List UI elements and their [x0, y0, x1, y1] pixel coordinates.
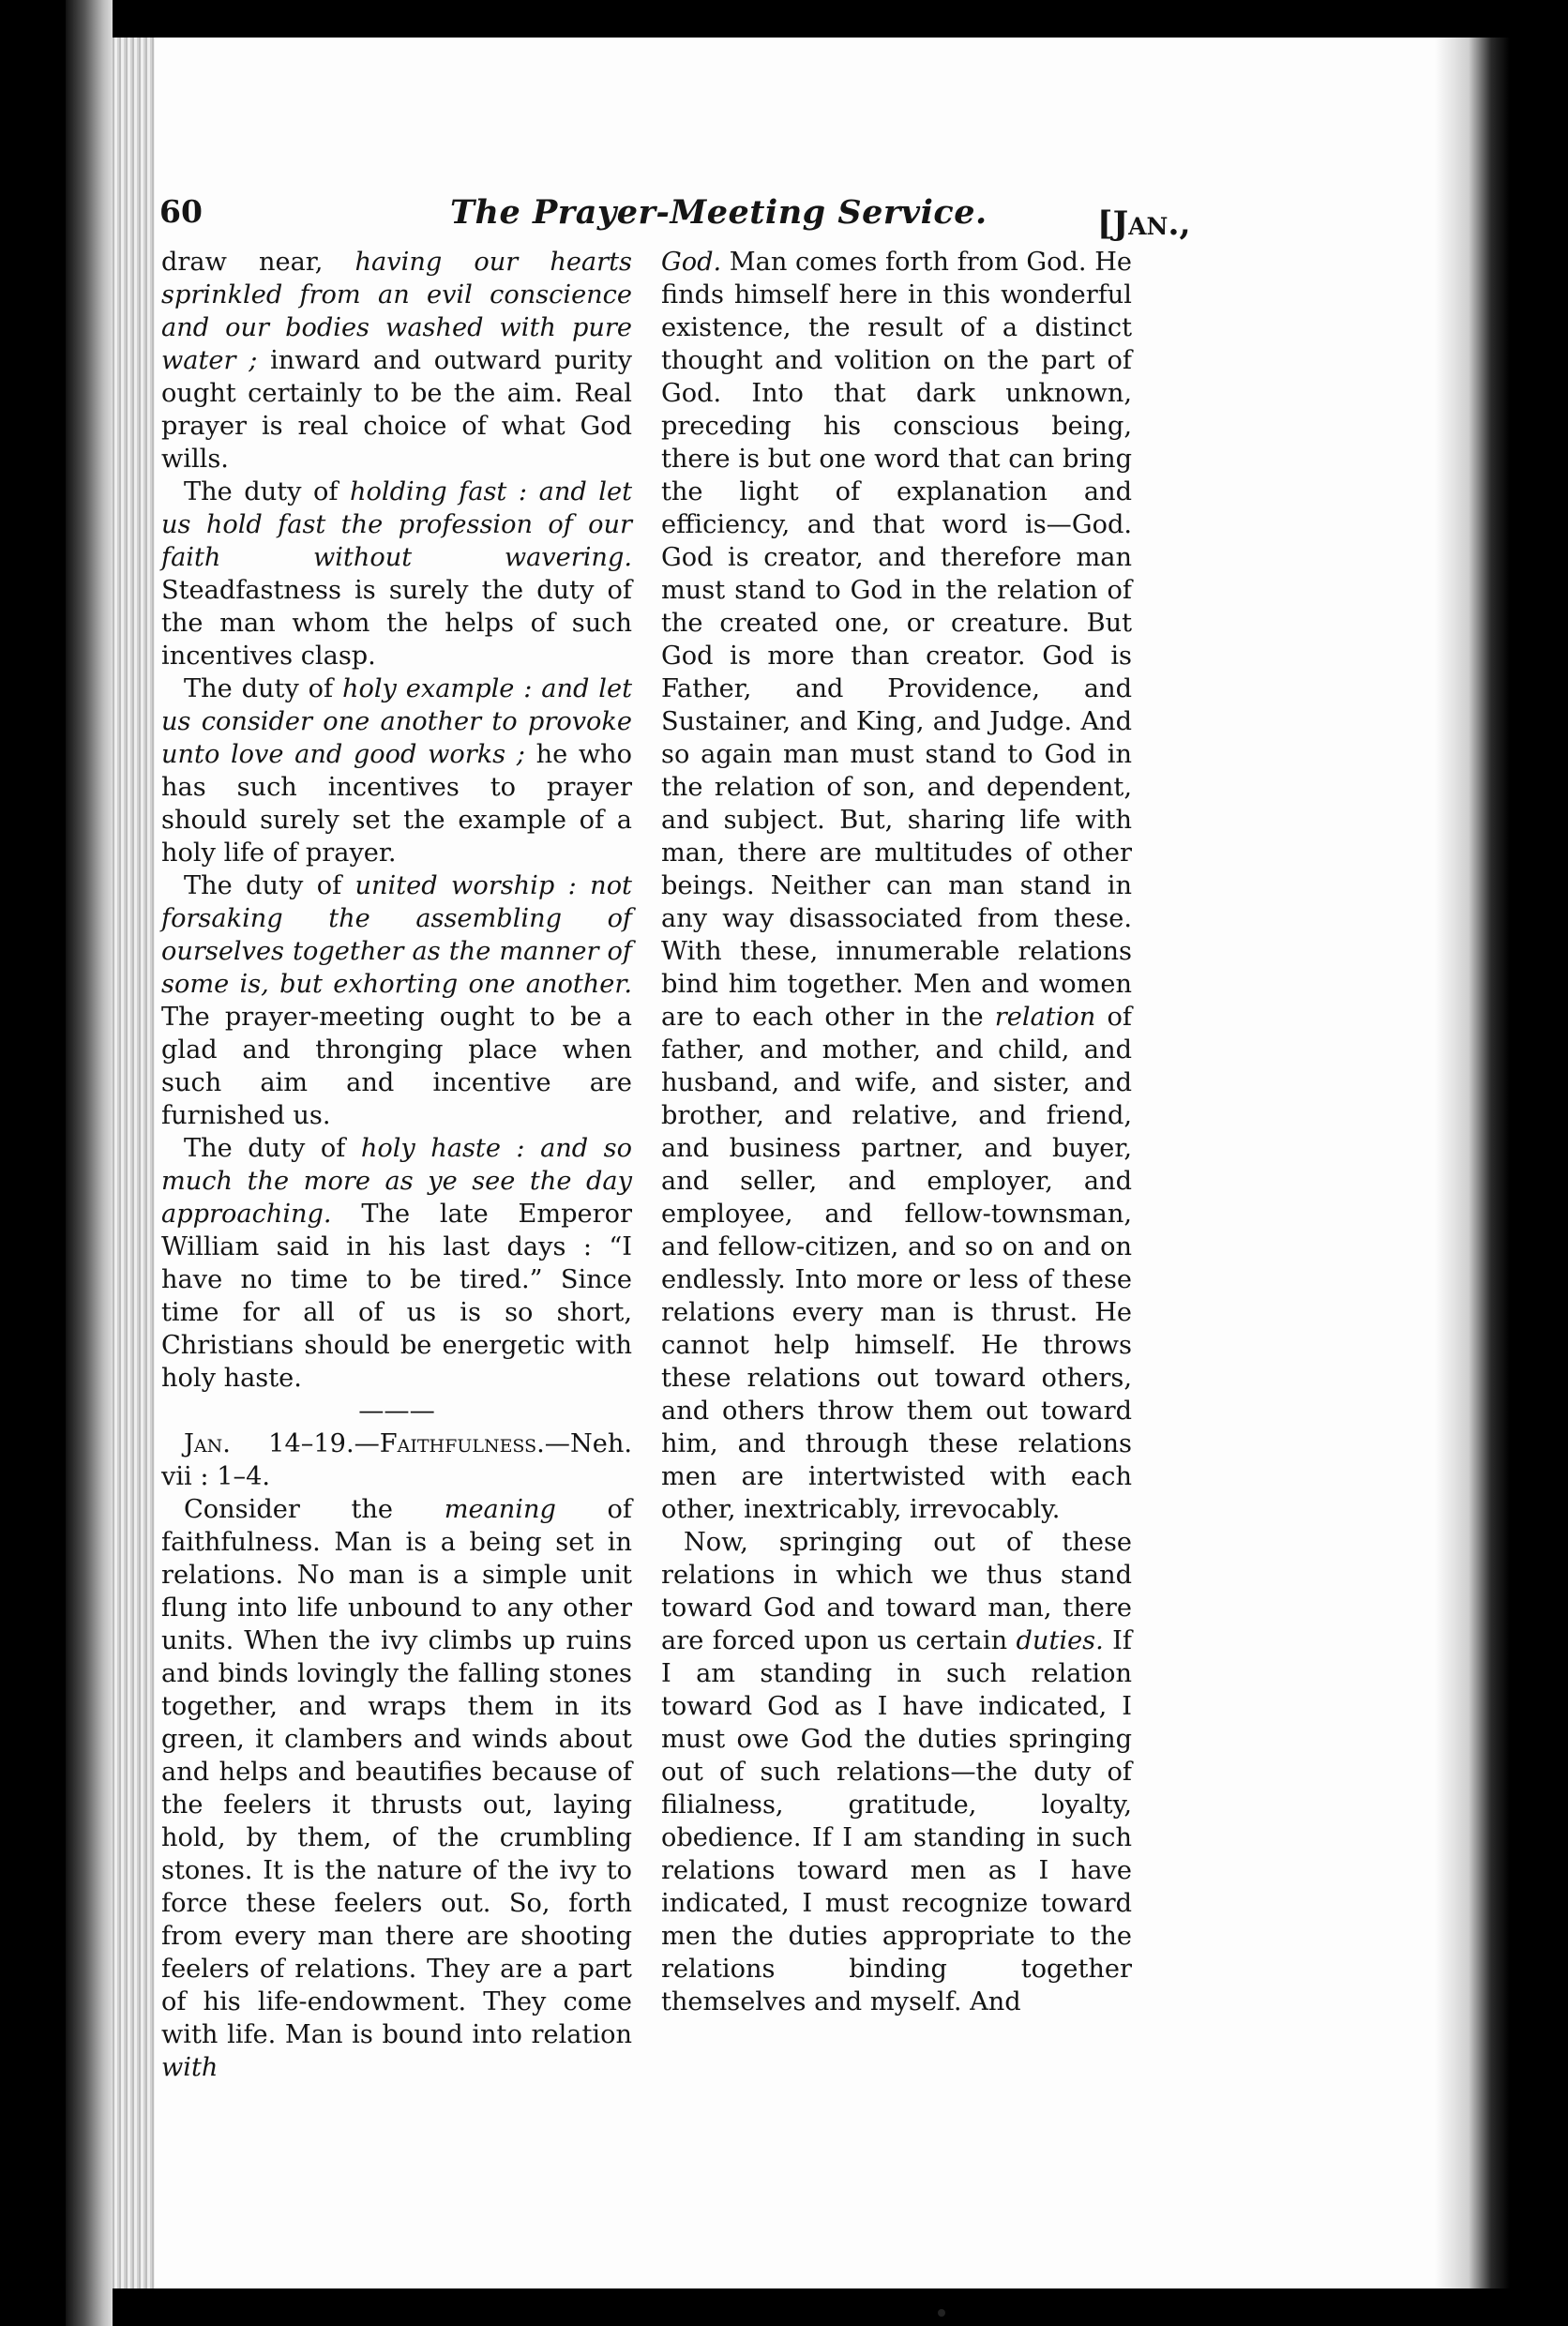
book-spine-shadow	[66, 0, 113, 2326]
section-heading	[161, 1427, 632, 1493]
paragraph-duties	[661, 1526, 1132, 2018]
page-gutter	[113, 38, 155, 2288]
text-run: The duty of	[184, 871, 355, 900]
scripture-quote: holding fast : and let us hold fast the profession of our faith without wavering.	[161, 477, 633, 572]
page-number: 60	[159, 193, 203, 230]
text-run: inward and outward purity ought certainly to be the aim. Real prayer is real choice of what God wills.	[161, 346, 633, 474]
section-dash: —	[354, 1429, 380, 1458]
running-header	[0, 193, 1568, 249]
emphasis: meaning	[444, 1495, 556, 1524]
emphasis: God.	[661, 248, 722, 277]
emphasis: relation	[994, 1003, 1096, 1032]
section-divider: ———	[358, 1397, 435, 1426]
paragraph-holding-fast	[161, 476, 632, 672]
running-title: The Prayer-Meeting Service.	[450, 193, 988, 232]
text-run: Steadfastness is surely the duty of the man whom the helps of such incentives clasp.	[161, 576, 632, 671]
paragraph-relations	[661, 246, 1132, 1526]
text-run: Man comes forth from God. He finds himself here in this wonderful existence, the result of a distinct thought and volition on the part of God. Into that dark unknown, preceding his conscious being, there is but one word that can bring the light of explanation and efficiency, and that word is—God. God is creator, and therefore man must stand to God in the relation of the created one, or creature. But God is more than creator. God is Father, and Providence, and Sustainer, and King, and Judge. And so again man must stand to God in the relation of son, and dependent, and subject. But, sharing life with man, there are multitudes of other beings. Neither can man stand in any way disassociated from these. With these, innumerable relations bind him together. Men and women are to each other in the	[661, 248, 1132, 1032]
paragraph-holy-example	[161, 672, 632, 869]
scripture-quote: having our hearts sprinkled from an evil conscience and our bodies washed with pure water ;	[161, 248, 632, 375]
text-run: of faithfulness. Man is a being set in relations. No man is a simple unit flung into life unbound to any other units. When the ivy climbs up ruins and binds lovingly the falling stones together, and wraps them in its green, it clambers and winds about and helps and beautifies because of the feelers it thrusts out, laying hold, by them, of the crumbling stones. It is the nature of the ivy to force these feelers out. So, forth from every man there are shooting feelers of relations. They are a part of his life-endowment. They come with life. Man is bound into relation	[161, 1495, 632, 2049]
text-run: Now, springing out of these relations in which we thus stand toward God and toward man, there are forced upon us certain	[661, 1528, 1132, 1655]
section-reference: —Neh. vii : 1–4.	[161, 1429, 632, 1491]
text-run: Consider the	[184, 1495, 445, 1524]
right-column	[661, 246, 1132, 2103]
text-run: The duty of	[184, 1134, 361, 1163]
section-date: Jan. 14–19.	[184, 1429, 354, 1458]
text-run: he who has such incentives to prayer should surely set the example of a holy life of prayer.	[161, 740, 632, 868]
paragraph-holy-haste	[161, 1132, 632, 1395]
text-run: The late Emperor William said in his last days : “I have no time to be tired.” Since time for all of us is so short, Christians should be energetic with holy haste.	[161, 1200, 632, 1393]
scripture-quote: holy haste : and so much the more as ye see the day approaching.	[161, 1134, 632, 1229]
left-column	[161, 246, 632, 2103]
text-run: draw near,	[161, 248, 355, 277]
page-right-edge	[1435, 38, 1510, 2288]
scan-speck	[938, 2309, 945, 2317]
paragraph-united-worship	[161, 869, 632, 1132]
month-bracket: [	[1097, 204, 1113, 243]
month-heading	[1097, 204, 1191, 243]
scripture-quote: holy example : and let us consider one another to provoke unto love and good works ;	[161, 674, 632, 769]
month-label: Jan.,	[1112, 204, 1191, 243]
text-run: The duty of	[184, 477, 351, 506]
paragraph-purity	[161, 246, 632, 476]
text-run: The duty of	[184, 674, 342, 703]
text-run: of father, and mother, and child, and husband, and wife, and sister, and brother, and relative, and friend, and business partner, and buyer, and seller, and employer, and employee, and fellow-townsman, and fellow-citizen, and so on and on endlessly. Into more or less of these relations every man is thrust. He cannot help himself. He throws these relations out toward others, and others throw them out toward him, and through these relations men are intertwisted with each other, inextricably, irrevocably.	[661, 1003, 1132, 1524]
text-run: The prayer-meeting ought to be a glad and thronging place when such aim and incentive are furnished us.	[161, 1003, 632, 1130]
section-title: Faithfulness.	[379, 1429, 545, 1458]
scripture-quote: united worship : not forsaking the assembling of ourselves together as the manner of some is, but exhorting one another.	[161, 871, 632, 999]
text-run: If I am standing in such relation toward God as I have indicated, I must owe God the duties springing out of such relations—the duty of filialness, gratitude, loyalty, obedience. If I am standing in such relations toward men as I have indicated, I must recognize toward men the duties appropriate to the relations binding together themselves and myself. And	[661, 1626, 1132, 2016]
paragraph-meaning	[161, 1493, 632, 2084]
emphasis: duties.	[1016, 1626, 1104, 1655]
emphasis: with	[161, 2053, 219, 2082]
